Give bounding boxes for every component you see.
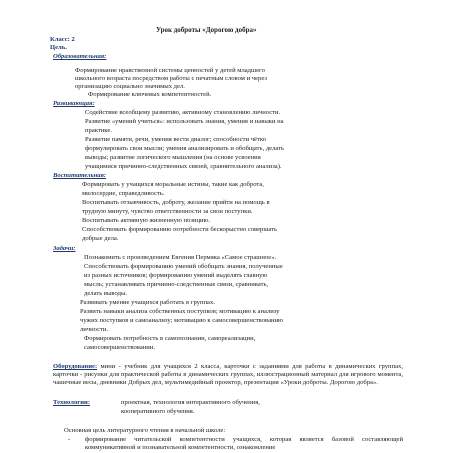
page-title: Урок доброты «Дорогою добра» xyxy=(156,26,257,34)
edu-line: школьного возраста посредством работы с печатным словом и через xyxy=(75,75,267,82)
tasks-line: Развивать умение учащихся работать в группах. xyxy=(80,299,215,306)
tasks-heading: Задачи: xyxy=(53,245,76,252)
tasks-line: самосовершенствовании. xyxy=(84,344,155,351)
dev-line: практике. xyxy=(85,127,112,134)
upbr-line: Способствовать формированию потребности бескорыстно совершать xyxy=(82,226,278,233)
dev-line: формулировать свои мысли; умения анализировать и обобщать, делать xyxy=(85,145,285,152)
dev-line: Развитие «умений учиться»: использовать знания, умения и навыки на xyxy=(85,118,284,125)
tasks-line: Познакомить с произведением Евгения Пермяка «Самое страшное». xyxy=(84,254,277,261)
class-label: Класс: 2 xyxy=(50,36,75,43)
edu-line: Формирование нравственной системы ценностей у детей младшего xyxy=(75,67,265,74)
dev-line: учащимися причинно-следственных связей, сравнительного анализа). xyxy=(85,163,282,170)
upbr-line: добрые дела. xyxy=(82,235,119,242)
tasks-line: Способствовать формированию умений обобщать знания, полученные xyxy=(84,263,283,270)
equipment-paragraph xyxy=(53,363,403,387)
tasks-line: Развить навыки анализа собственных поступков; мотивацию к анализу xyxy=(80,308,280,315)
upbr-line: милосердие, справедливость. xyxy=(82,190,165,197)
edu-line: Формирование ключевых компетентностей. xyxy=(88,91,212,98)
tasks-line: мысль; устанавливать причинно-следственные связи, сравнивать, xyxy=(84,281,269,288)
upbr-line: Воспитывать отзывчивость, доброту, желание прийти на помощь в xyxy=(82,199,270,206)
tasks-line: Формировать потребность в самопознании, самореализации, xyxy=(84,335,256,342)
goal-label: Цель. xyxy=(50,44,67,51)
dev-heading: Развивающая: xyxy=(53,100,95,107)
main-goal: Основная цель литературного чтения в начальной школе: xyxy=(64,427,226,434)
dev-line: Развитие памяти, речи, умения вести диалог; способности чётко xyxy=(85,136,266,143)
upbr-heading: Воспитательная: xyxy=(53,172,107,179)
tasks-line: личности. xyxy=(80,326,109,333)
technologies-line: проектная, технология интерактивного обучения, xyxy=(121,399,260,406)
edu-line: организацию социально значимых дел. xyxy=(75,83,185,90)
upbr-line: Формировать у учащихся моральные истины, такие как доброта, xyxy=(82,181,264,188)
upbr-line: трудную минуту, чувство ответственности за свои поступки. xyxy=(82,208,253,215)
upbr-line: Воспитывать активную жизненную позицию. xyxy=(82,217,211,224)
bullet-text: формирование читательской компетентности учащихся, которая является базовой составляющей коммуникативной и познавательной компетентности, ознакомление xyxy=(85,436,403,451)
bullet-mark: - xyxy=(68,436,71,443)
dev-line: выводы; развитие логического мышления (на основе усвоения xyxy=(85,154,261,161)
tasks-line: из разных источников; формированию умений выделять главную xyxy=(84,272,268,279)
edu-heading: Образовательная: xyxy=(53,53,107,60)
technologies-line: кооперативного обучения. xyxy=(121,408,195,415)
dev-line: Содействие всеобщему развитию, активному становлению личности. xyxy=(85,109,281,116)
technologies-label: Технологии: xyxy=(53,399,91,406)
equipment-text: мини - учебник для учащихся 2 класса, карточки с заданиями для работы в динамических группах, карточки - рисунки для практической работы в динамических группах, иллюстрационный материал для игрового момента, чашечные весы, дневники Добрых дел, мультимедийный проектор, презентация «Уроки доброты. Дорогою добра». xyxy=(53,363,403,386)
tasks-line: делать выводы. xyxy=(84,290,128,297)
equipment-label: Оборудование: xyxy=(53,363,98,370)
tasks-line: чужих поступков и самоанализу; мотивацию к самосовершенствованию xyxy=(80,317,283,324)
